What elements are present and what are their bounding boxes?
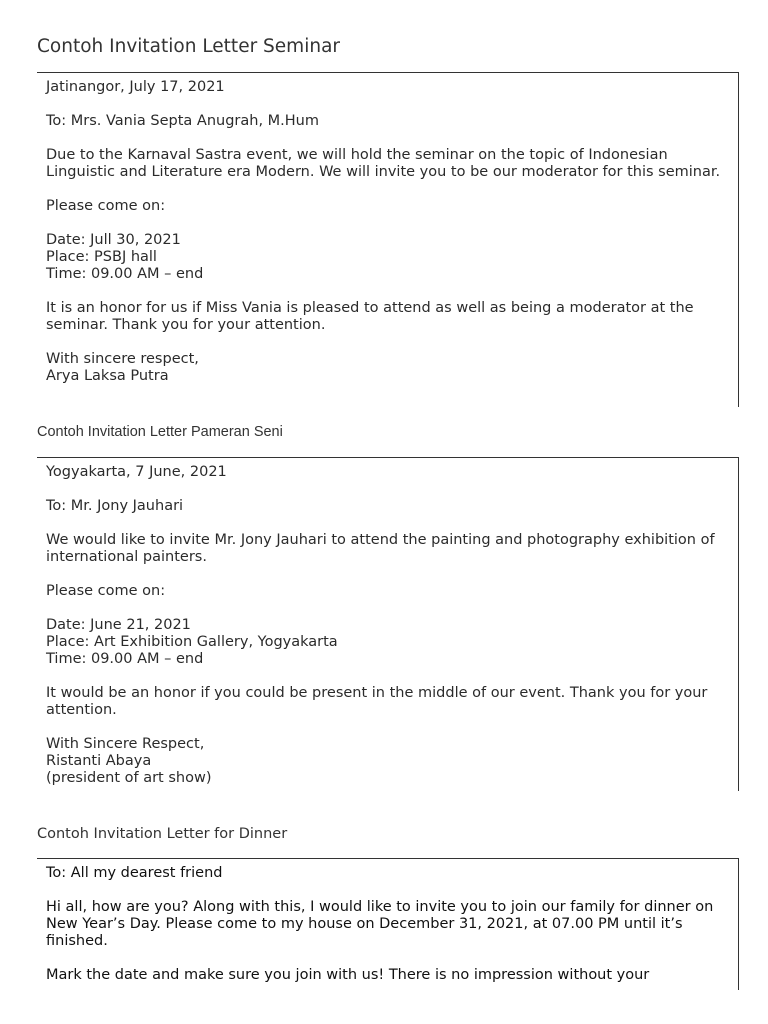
letter-event-details: Date: June 21, 2021 Place: Art Exhibition Gallery, Yogyakarta Time: 09.00 AM – end bbox=[46, 617, 338, 667]
section-title-dinner: Contoh Invitation Letter for Dinner bbox=[37, 826, 288, 842]
letter-recipient: To: All my dearest friend bbox=[46, 865, 223, 881]
letter-recipient: To: Mr. Jony Jauhari bbox=[46, 498, 184, 514]
letter-date: Jatinangor, July 17, 2021 bbox=[46, 79, 225, 95]
letter-date: Yogyakarta, 7 June, 2021 bbox=[46, 464, 227, 480]
letter-body: Hi all, how are you? Along with this, I would like to invite you to join our family for dinner on New Year’s Day. Please come to my house on December 31, 2021, at 07.00 PM until it’s finished. bbox=[46, 899, 714, 949]
letter-signature: With Sincere Respect, Ristanti Abaya (president of art show) bbox=[46, 736, 212, 786]
section-title-seminar: Contoh Invitation Letter Seminar bbox=[37, 36, 341, 57]
letter-recipient: To: Mrs. Vania Septa Anugrah, M.Hum bbox=[46, 113, 320, 129]
letter-event-details: Date: Jull 30, 2021 Place: PSBJ hall Time: 09.00 AM – end bbox=[46, 232, 204, 282]
letter-prompt: Please come on: bbox=[46, 583, 166, 599]
letter-body-continued: Mark the date and make sure you join with us! There is no impression without your bbox=[46, 967, 650, 983]
letter-box-dinner bbox=[37, 858, 739, 990]
letter-body: We would like to invite Mr. Jony Jauhari to attend the painting and photography exhibition of international painters. bbox=[46, 532, 715, 565]
letter-box-art-exhibition bbox=[37, 457, 739, 791]
letter-closing-text: It is an honor for us if Miss Vania is pleased to attend as well as being a moderator at the seminar. Thank you for your attention. bbox=[46, 300, 694, 333]
letter-closing-text: It would be an honor if you could be present in the middle of our event. Thank you for your attention. bbox=[46, 685, 708, 718]
letter-signature: With sincere respect, Arya Laksa Putra bbox=[46, 351, 199, 384]
section-title-art-exhibition: Contoh Invitation Letter Pameran Seni bbox=[37, 424, 283, 440]
letter-body: Due to the Karnaval Sastra event, we will hold the seminar on the topic of Indonesian Linguistic and Literature era Modern. We will invite you to be our moderator for this seminar. bbox=[46, 147, 721, 180]
letter-prompt: Please come on: bbox=[46, 198, 166, 214]
letter-box-seminar bbox=[37, 72, 739, 407]
